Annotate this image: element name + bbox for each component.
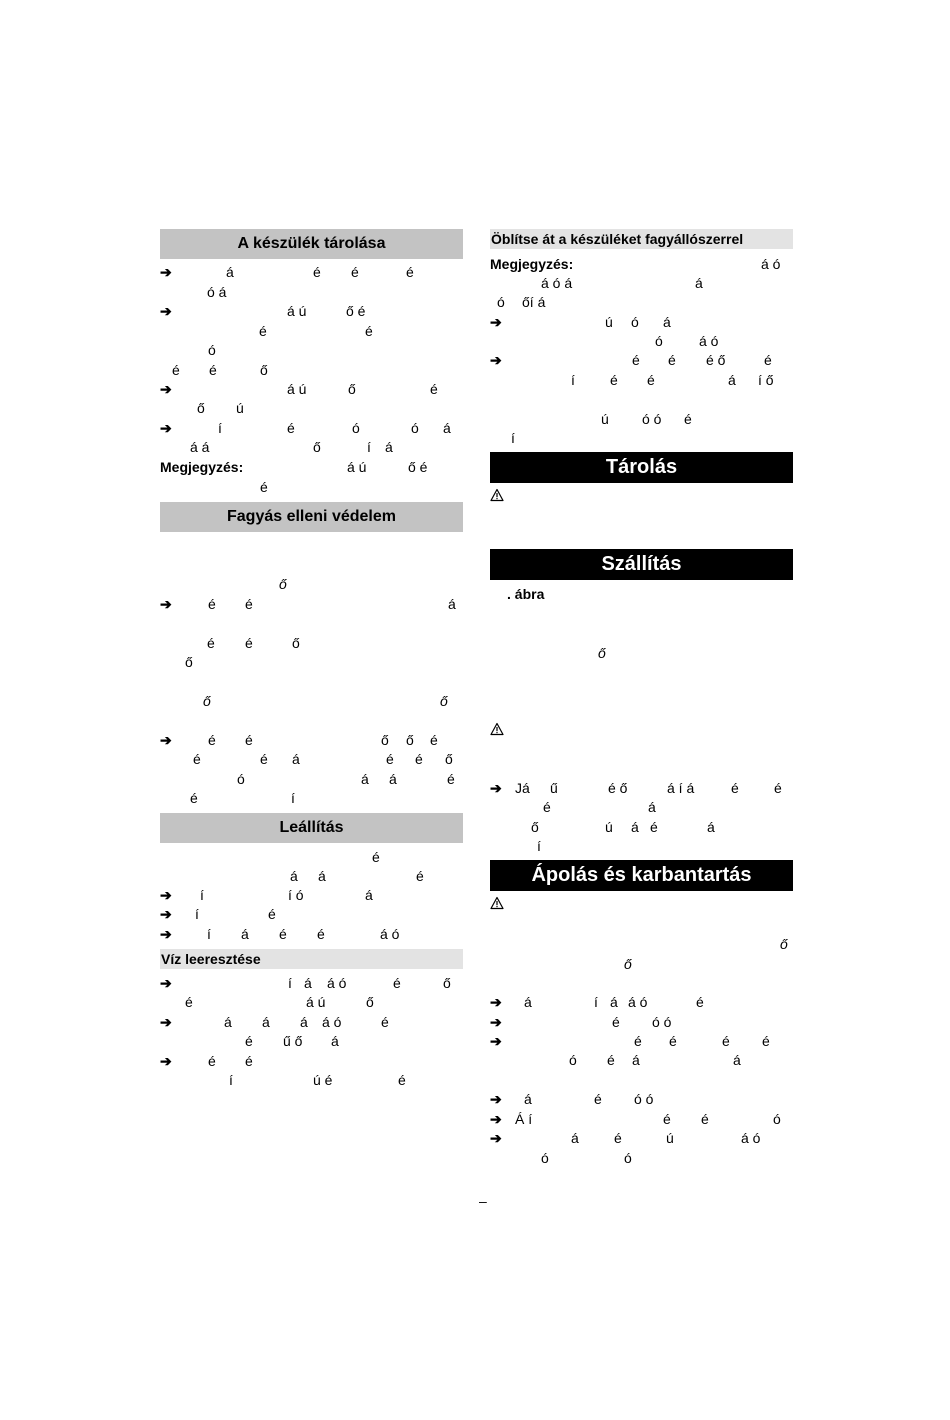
bullet-arrow-icon: ➔ bbox=[490, 1014, 502, 1030]
text-fragment: í bbox=[367, 439, 371, 455]
text-fragment: é bbox=[610, 372, 618, 388]
text-fragment: é bbox=[365, 323, 373, 339]
text-fragment: ő bbox=[203, 693, 211, 709]
text-line bbox=[490, 644, 793, 662]
text-line bbox=[160, 361, 463, 379]
text-fragment: á bbox=[448, 596, 456, 612]
text-fragment: é bbox=[208, 1053, 216, 1069]
text-fragment: á bbox=[331, 1033, 339, 1049]
text-fragment: á bbox=[443, 420, 451, 436]
text-fragment: á ú bbox=[347, 459, 367, 475]
text-fragment: ő bbox=[260, 362, 268, 378]
text-fragment: á bbox=[241, 926, 249, 942]
text-fragment: á bbox=[663, 314, 671, 330]
text-fragment: ő é bbox=[408, 459, 428, 475]
text-fragment: é bbox=[594, 1091, 602, 1107]
bullet-arrow-icon: ➔ bbox=[490, 1091, 502, 1107]
text-line bbox=[160, 380, 463, 398]
text-fragment: í bbox=[229, 1072, 233, 1088]
text-fragment: á bbox=[610, 994, 618, 1010]
text-fragment: é bbox=[208, 596, 216, 612]
chapter-heading-care-maintenance: Ápolás és karbantartás bbox=[490, 860, 793, 891]
text-fragment: é bbox=[259, 323, 267, 339]
text-fragment: é bbox=[317, 926, 325, 942]
text-fragment: ó ó bbox=[642, 411, 662, 427]
text-fragment: á bbox=[318, 868, 326, 884]
text-line bbox=[490, 1129, 793, 1147]
text-fragment: ű ő bbox=[283, 1033, 303, 1049]
text-fragment: ú bbox=[236, 400, 244, 416]
text-line bbox=[490, 332, 793, 350]
text-line bbox=[490, 585, 793, 603]
text-fragment: ő bbox=[440, 693, 448, 709]
text-fragment: í bbox=[571, 372, 575, 388]
bullet-arrow-icon: ➔ bbox=[160, 1014, 172, 1030]
text-fragment: ő bbox=[531, 819, 539, 835]
text-fragment: é bbox=[416, 868, 424, 884]
text-fragment: é bbox=[415, 751, 423, 767]
text-line bbox=[160, 731, 463, 749]
bullet-arrow-icon: ➔ bbox=[490, 352, 502, 368]
bullet-arrow-icon: ➔ bbox=[490, 1033, 502, 1049]
text-fragment: é bbox=[260, 751, 268, 767]
text-fragment: á bbox=[300, 1014, 308, 1030]
bullet-arrow-icon: ➔ bbox=[160, 264, 172, 280]
warning-icon bbox=[490, 488, 504, 502]
text-fragment: á ó bbox=[699, 333, 719, 349]
text-fragment: é bbox=[287, 420, 295, 436]
text-fragment: é bbox=[430, 732, 438, 748]
text-fragment: á bbox=[631, 819, 639, 835]
text-fragment: ő bbox=[381, 732, 389, 748]
text-line bbox=[160, 575, 463, 593]
text-fragment: é bbox=[268, 906, 276, 922]
text-fragment: í bbox=[288, 975, 292, 991]
text-line bbox=[490, 410, 793, 428]
text-fragment: é bbox=[245, 635, 253, 651]
text-fragment: á bbox=[292, 751, 300, 767]
text-fragment: í bbox=[291, 790, 295, 806]
text-fragment: á bbox=[524, 994, 532, 1010]
text-fragment: é bbox=[351, 264, 359, 280]
text-fragment: é bbox=[701, 1111, 709, 1127]
text-fragment: ó bbox=[569, 1052, 577, 1068]
text-fragment: ó bbox=[541, 1150, 549, 1166]
text-fragment: ó bbox=[208, 342, 216, 358]
text-fragment: é ő bbox=[706, 352, 726, 368]
text-fragment: á ó bbox=[327, 975, 347, 991]
section-heading-frost-protection: Fagyás elleni védelem bbox=[160, 502, 463, 532]
bullet-arrow-icon: ➔ bbox=[160, 420, 172, 436]
text-line bbox=[160, 993, 463, 1011]
text-fragment: Á í bbox=[515, 1111, 533, 1127]
bullet-arrow-icon: ➔ bbox=[490, 780, 502, 796]
text-fragment: é bbox=[632, 352, 640, 368]
text-line bbox=[160, 341, 463, 359]
text-fragment: é bbox=[647, 372, 655, 388]
text-fragment: é bbox=[245, 596, 253, 612]
text-fragment: ú bbox=[601, 411, 609, 427]
text-fragment: é bbox=[193, 751, 201, 767]
text-fragment: ó bbox=[352, 420, 360, 436]
text-fragment: é bbox=[245, 1053, 253, 1069]
text-fragment: ő bbox=[313, 439, 321, 455]
text-fragment: á á bbox=[190, 439, 210, 455]
text-line bbox=[160, 438, 463, 456]
text-line bbox=[160, 263, 463, 281]
text-fragment: őí á bbox=[522, 294, 546, 310]
text-line bbox=[490, 993, 793, 1011]
text-fragment: é bbox=[208, 732, 216, 748]
text-fragment: á bbox=[524, 1091, 532, 1107]
text-line bbox=[490, 255, 793, 273]
text-fragment: é bbox=[207, 635, 215, 651]
text-fragment: é bbox=[731, 780, 739, 796]
text-line bbox=[490, 429, 793, 447]
text-fragment: á bbox=[707, 819, 715, 835]
text-line bbox=[160, 750, 463, 768]
text-line bbox=[160, 322, 463, 340]
bullet-arrow-icon: ➔ bbox=[490, 994, 502, 1010]
text-fragment: á bbox=[304, 975, 312, 991]
bullet-arrow-icon: ➔ bbox=[160, 381, 172, 397]
text-fragment: é bbox=[607, 1052, 615, 1068]
text-fragment: á bbox=[226, 264, 234, 280]
text-fragment: ó bbox=[631, 314, 639, 330]
text-fragment: ú bbox=[666, 1130, 674, 1146]
left-column bbox=[160, 0, 463, 1420]
text-fragment: í bbox=[537, 838, 541, 854]
text-fragment: é bbox=[245, 1033, 253, 1049]
text-line bbox=[490, 1032, 793, 1050]
text-fragment: é bbox=[260, 479, 268, 495]
text-fragment: í bbox=[207, 926, 211, 942]
bullet-arrow-icon: ➔ bbox=[160, 596, 172, 612]
text-fragment: ő bbox=[279, 576, 287, 592]
text-fragment: á ú bbox=[287, 381, 307, 397]
bullet-arrow-icon: ➔ bbox=[160, 1053, 172, 1069]
text-line bbox=[160, 770, 463, 788]
text-line bbox=[160, 1071, 463, 1089]
text-line bbox=[490, 371, 793, 389]
chapter-heading-transport: Szállítás bbox=[490, 549, 793, 580]
text-fragment: é bbox=[668, 352, 676, 368]
text-fragment: ó bbox=[624, 1150, 632, 1166]
text-fragment: á ó á bbox=[541, 275, 573, 291]
text-fragment: é bbox=[398, 1072, 406, 1088]
text-fragment: á bbox=[695, 275, 703, 291]
text-fragment: ő bbox=[624, 956, 632, 972]
text-line bbox=[490, 837, 793, 855]
text-fragment: ú bbox=[605, 314, 613, 330]
text-fragment: ó bbox=[497, 294, 505, 310]
text-line bbox=[160, 848, 463, 866]
text-fragment: ő bbox=[445, 751, 453, 767]
text-fragment: é bbox=[669, 1033, 677, 1049]
text-line bbox=[490, 818, 793, 836]
text-line bbox=[160, 905, 463, 923]
text-fragment: é bbox=[696, 994, 704, 1010]
text-fragment: é bbox=[406, 264, 414, 280]
text-fragment: á ó bbox=[761, 256, 781, 272]
text-line bbox=[490, 1013, 793, 1031]
text-fragment: ó ó bbox=[652, 1014, 672, 1030]
text-fragment: é bbox=[185, 994, 193, 1010]
text-line bbox=[490, 798, 793, 816]
text-fragment: é bbox=[764, 352, 772, 368]
text-fragment: ú é bbox=[313, 1072, 333, 1088]
bullet-arrow-icon: ➔ bbox=[490, 1130, 502, 1146]
text-fragment: á bbox=[365, 887, 373, 903]
text-fragment: á ó bbox=[741, 1130, 761, 1146]
text-fragment: á bbox=[224, 1014, 232, 1030]
text-fragment: ő bbox=[197, 400, 205, 416]
text-fragment: ő bbox=[185, 654, 193, 670]
text-line bbox=[490, 1090, 793, 1108]
chapter-heading-storage: Tárolás bbox=[490, 452, 793, 483]
text-fragment: é bbox=[209, 362, 217, 378]
text-fragment: í bbox=[195, 906, 199, 922]
text-fragment: ő bbox=[406, 732, 414, 748]
text-fragment: é ő bbox=[608, 780, 628, 796]
text-fragment: ő bbox=[598, 645, 606, 661]
text-fragment: é bbox=[245, 732, 253, 748]
figure-reference: . ábra bbox=[507, 586, 545, 602]
bullet-arrow-icon: ➔ bbox=[160, 926, 172, 942]
bullet-arrow-icon: ➔ bbox=[160, 906, 172, 922]
text-fragment: ó bbox=[411, 420, 419, 436]
right-column bbox=[490, 0, 793, 1420]
text-line bbox=[160, 1052, 463, 1070]
text-fragment: í bbox=[594, 994, 598, 1010]
text-fragment: ő bbox=[780, 936, 788, 952]
text-line bbox=[490, 1051, 793, 1069]
text-line bbox=[490, 1149, 793, 1167]
text-line bbox=[490, 313, 793, 331]
text-fragment: á ó bbox=[628, 994, 648, 1010]
text-line bbox=[160, 458, 463, 476]
text-fragment: é bbox=[430, 381, 438, 397]
text-line bbox=[160, 925, 463, 943]
text-fragment: á bbox=[632, 1052, 640, 1068]
note-label: Megjegyzés: bbox=[160, 459, 244, 475]
warning-icon bbox=[490, 722, 504, 736]
text-fragment: ő bbox=[348, 381, 356, 397]
text-fragment: ó bbox=[237, 771, 245, 787]
text-line bbox=[160, 634, 463, 652]
text-fragment: é bbox=[722, 1033, 730, 1049]
text-line bbox=[160, 478, 463, 496]
text-fragment: á bbox=[571, 1130, 579, 1146]
text-line bbox=[160, 1032, 463, 1050]
text-fragment: í bbox=[200, 887, 204, 903]
text-fragment: á bbox=[290, 868, 298, 884]
text-fragment: ő bbox=[292, 635, 300, 651]
text-line bbox=[490, 274, 793, 292]
text-fragment: é bbox=[774, 780, 782, 796]
text-fragment: á bbox=[361, 771, 369, 787]
text-fragment: Já bbox=[515, 780, 530, 796]
text-fragment: ő bbox=[366, 994, 374, 1010]
text-fragment: á ó bbox=[322, 1014, 342, 1030]
text-fragment: é bbox=[172, 362, 180, 378]
subheading-drain-water: Víz leeresztése bbox=[160, 949, 463, 969]
text-fragment: ú bbox=[605, 819, 613, 835]
warning-line bbox=[490, 487, 793, 505]
text-fragment: í bbox=[218, 420, 222, 436]
text-line bbox=[160, 867, 463, 885]
text-line bbox=[160, 302, 463, 320]
text-fragment: é bbox=[634, 1033, 642, 1049]
bullet-arrow-icon: ➔ bbox=[490, 314, 502, 330]
text-fragment: í ő bbox=[758, 372, 774, 388]
text-fragment: í ó bbox=[288, 887, 304, 903]
text-fragment: é bbox=[612, 1014, 620, 1030]
warning-line bbox=[490, 895, 793, 913]
text-fragment: é bbox=[543, 799, 551, 815]
section-heading-device-storage: A készülék tárolása bbox=[160, 229, 463, 259]
text-fragment: é bbox=[447, 771, 455, 787]
text-fragment: é bbox=[650, 819, 658, 835]
text-fragment: á ó bbox=[380, 926, 400, 942]
text-line bbox=[160, 595, 463, 613]
text-fragment: ó bbox=[773, 1111, 781, 1127]
text-fragment: ó á bbox=[207, 284, 227, 300]
text-fragment: á bbox=[733, 1052, 741, 1068]
text-fragment: ó ó bbox=[634, 1091, 654, 1107]
text-fragment: á bbox=[648, 799, 656, 815]
text-fragment: ő é bbox=[346, 303, 366, 319]
bullet-arrow-icon: ➔ bbox=[160, 975, 172, 991]
text-fragment: á bbox=[385, 439, 393, 455]
text-fragment: á ú bbox=[287, 303, 307, 319]
text-line bbox=[490, 1110, 793, 1128]
text-fragment: ó bbox=[655, 333, 663, 349]
text-line bbox=[160, 886, 463, 904]
text-fragment: é bbox=[313, 264, 321, 280]
text-fragment: é bbox=[386, 751, 394, 767]
text-line bbox=[160, 974, 463, 992]
bullet-arrow-icon: ➔ bbox=[160, 303, 172, 319]
note-label: Megjegyzés: bbox=[490, 256, 574, 272]
text-fragment: á í á bbox=[667, 780, 695, 796]
subheading-rinse-antifreeze: Öblítse át a készüléket fagyállószerrel bbox=[490, 229, 793, 249]
bullet-arrow-icon: ➔ bbox=[160, 732, 172, 748]
warning-icon bbox=[490, 896, 504, 910]
text-fragment: á ú bbox=[306, 994, 326, 1010]
text-line bbox=[490, 779, 793, 797]
text-line bbox=[160, 692, 463, 710]
text-fragment: é bbox=[372, 849, 380, 865]
text-fragment: é bbox=[279, 926, 287, 942]
text-line bbox=[490, 351, 793, 369]
text-fragment: é bbox=[684, 411, 692, 427]
text-fragment: é bbox=[762, 1033, 770, 1049]
text-fragment: ő bbox=[443, 975, 451, 991]
text-fragment: é bbox=[614, 1130, 622, 1146]
text-line bbox=[160, 789, 463, 807]
text-line bbox=[160, 283, 463, 301]
bullet-arrow-icon: ➔ bbox=[490, 1111, 502, 1127]
text-fragment: é bbox=[381, 1014, 389, 1030]
text-line bbox=[160, 653, 463, 671]
text-line bbox=[160, 399, 463, 417]
text-line bbox=[490, 293, 793, 311]
page-number-marker: – bbox=[479, 1193, 487, 1209]
text-line bbox=[160, 419, 463, 437]
text-fragment: é bbox=[663, 1111, 671, 1127]
section-heading-shutdown: Leállítás bbox=[160, 813, 463, 843]
text-fragment: á bbox=[728, 372, 736, 388]
warning-line bbox=[490, 721, 793, 739]
text-fragment: á bbox=[262, 1014, 270, 1030]
bullet-arrow-icon: ➔ bbox=[160, 887, 172, 903]
text-line bbox=[160, 1013, 463, 1031]
text-fragment: é bbox=[393, 975, 401, 991]
text-line bbox=[490, 955, 793, 973]
text-line bbox=[490, 935, 793, 953]
text-fragment: á bbox=[389, 771, 397, 787]
text-fragment: í bbox=[511, 430, 515, 446]
text-fragment: é bbox=[190, 790, 198, 806]
text-fragment: ű bbox=[550, 780, 558, 796]
